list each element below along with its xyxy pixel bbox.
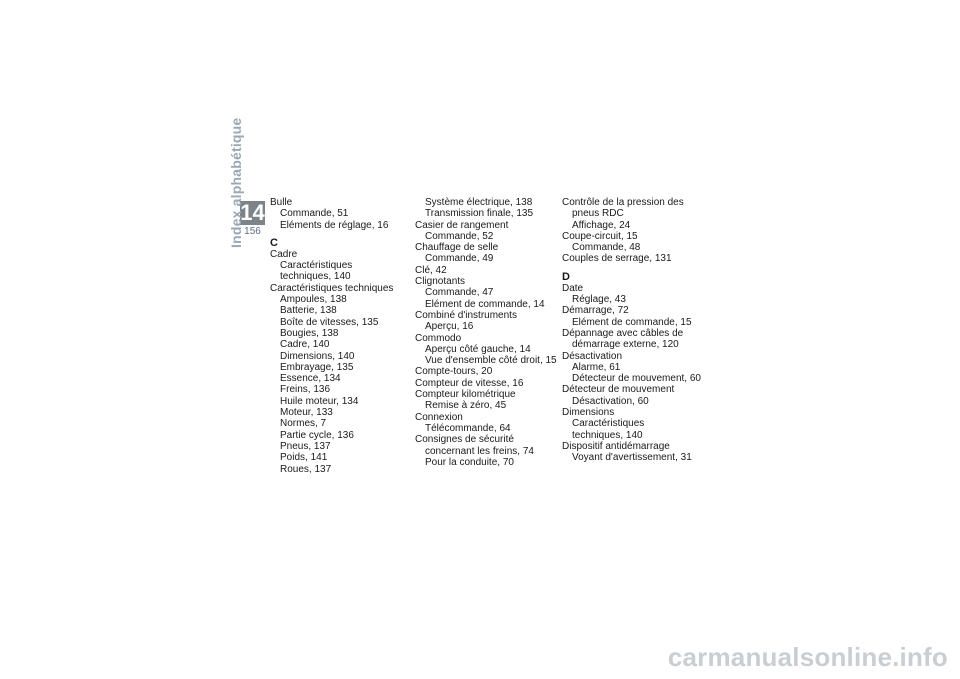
index-subentry: Réglage, 43 bbox=[572, 294, 626, 306]
index-subentry: Ampoules, 138 bbox=[280, 294, 347, 306]
index-entry: Commodo bbox=[415, 332, 462, 344]
index-subentry: Télécommande, 64 bbox=[425, 422, 511, 434]
index-entry: Connexion bbox=[415, 411, 463, 423]
index-entry: Désactivation bbox=[562, 350, 623, 362]
index-subentry: techniques, 140 bbox=[572, 429, 643, 441]
index-entry: Date bbox=[562, 282, 584, 294]
index-letter-heading: C bbox=[270, 236, 278, 249]
index-entry: Caractéristiques techniques bbox=[270, 282, 394, 294]
index-subentry: Commande, 51 bbox=[280, 208, 349, 220]
index-subentry: Normes, 7 bbox=[280, 418, 327, 430]
index-subentry: Bougies, 138 bbox=[280, 327, 339, 339]
index-entry: Chauffage de selle bbox=[415, 242, 499, 254]
index-subentry: Aperçu, 16 bbox=[425, 321, 474, 333]
index-entry: Casier de rangement bbox=[415, 219, 509, 231]
index-entry: Détecteur de mouvement bbox=[562, 384, 675, 396]
index-entry: Couples de serrage, 131 bbox=[562, 253, 672, 265]
index-subentry: Caractéristiques bbox=[280, 260, 353, 272]
index-subentry: techniques, 140 bbox=[280, 271, 351, 283]
index-column-2 bbox=[415, 197, 557, 468]
index-subentry: Partie cycle, 136 bbox=[280, 429, 354, 441]
index-subentry: Pour la conduite, 70 bbox=[425, 456, 514, 468]
index-subentry: Elément de commande, 14 bbox=[425, 298, 545, 310]
index-subentry: Remise à zéro, 45 bbox=[425, 400, 507, 412]
index-subentry: Caractéristiques bbox=[572, 418, 645, 430]
index-subentry: Vue d'ensemble côté droit, 15 bbox=[425, 355, 557, 367]
index-subentry: Cadre, 140 bbox=[280, 339, 330, 351]
index-entry: Clé, 42 bbox=[415, 264, 447, 276]
chapter-number: 14 bbox=[240, 200, 265, 225]
index-subentry: Commande, 48 bbox=[572, 242, 641, 254]
index-entry: Démarrage, 72 bbox=[562, 305, 629, 317]
index-entry: Coupe-circuit, 15 bbox=[562, 230, 638, 242]
index-subentry: Commande, 47 bbox=[425, 287, 494, 299]
index-subentry: Aperçu côté gauche, 14 bbox=[425, 343, 531, 355]
index-subentry: Alarme, 61 bbox=[572, 361, 621, 373]
index-entry: Clignotants bbox=[415, 276, 466, 288]
page-number: 156 bbox=[244, 226, 261, 237]
index-letter-heading: D bbox=[562, 270, 570, 283]
index-entry: Dépannage avec câbles de bbox=[562, 327, 684, 339]
index-entry: Dimensions bbox=[562, 407, 615, 419]
index-subentry: Désactivation, 60 bbox=[572, 395, 649, 407]
watermark: carmanualsonline.info bbox=[667, 642, 948, 672]
index-subentry: Roues, 137 bbox=[280, 463, 332, 475]
index-subentry: Batterie, 138 bbox=[280, 305, 337, 317]
index-subentry: démarrage externe, 120 bbox=[572, 339, 679, 351]
index-subentry: Système électrique, 138 bbox=[425, 197, 533, 208]
index-subentry: Transmission finale, 135 bbox=[425, 208, 534, 220]
index-subentry: Commande, 52 bbox=[425, 230, 494, 242]
index-subentry: Moteur, 133 bbox=[280, 407, 333, 419]
index-column-3 bbox=[562, 197, 701, 464]
index-subentry: Poids, 141 bbox=[280, 452, 328, 464]
index-entry: Contrôle de la pression des bbox=[562, 197, 684, 208]
index-entry: Combiné d'instruments bbox=[415, 309, 517, 321]
index-entry: Consignes de sécurité bbox=[415, 434, 514, 446]
index-subentry: Eléments de réglage, 16 bbox=[280, 219, 389, 231]
index-subentry: Boîte de vitesses, 135 bbox=[280, 316, 379, 328]
index-subentry: Essence, 134 bbox=[280, 373, 341, 385]
index-subentry: Détecteur de mouvement, 60 bbox=[572, 373, 701, 385]
index-subentry: Elément de commande, 15 bbox=[572, 316, 692, 328]
index-subentry: Huile moteur, 134 bbox=[280, 395, 359, 407]
index-entry: Compteur kilométrique bbox=[415, 389, 516, 401]
index-subentry: Voyant d'avertissement, 31 bbox=[572, 452, 692, 464]
index-subentry: pneus RDC bbox=[572, 208, 624, 220]
index-subentry: Dimensions, 140 bbox=[280, 350, 355, 362]
index-subentry: concernant les freins, 74 bbox=[425, 445, 534, 457]
index-entry: Bulle bbox=[270, 197, 293, 208]
index-entry: Dispositif antidémarrage bbox=[562, 440, 670, 452]
index-subentry: Affichage, 24 bbox=[572, 219, 631, 231]
section-side-title: Index alphabétique bbox=[228, 117, 244, 248]
index-entry: Compte-tours, 20 bbox=[415, 366, 493, 378]
index-column-1 bbox=[270, 197, 393, 475]
index-subentry: Embrayage, 135 bbox=[280, 361, 354, 373]
index-entry: Cadre bbox=[270, 248, 298, 260]
index-entry: Compteur de vitesse, 16 bbox=[415, 377, 524, 389]
index-subentry: Freins, 136 bbox=[280, 384, 331, 396]
index-subentry: Pneus, 137 bbox=[280, 440, 331, 452]
index-subentry: Commande, 49 bbox=[425, 253, 494, 265]
